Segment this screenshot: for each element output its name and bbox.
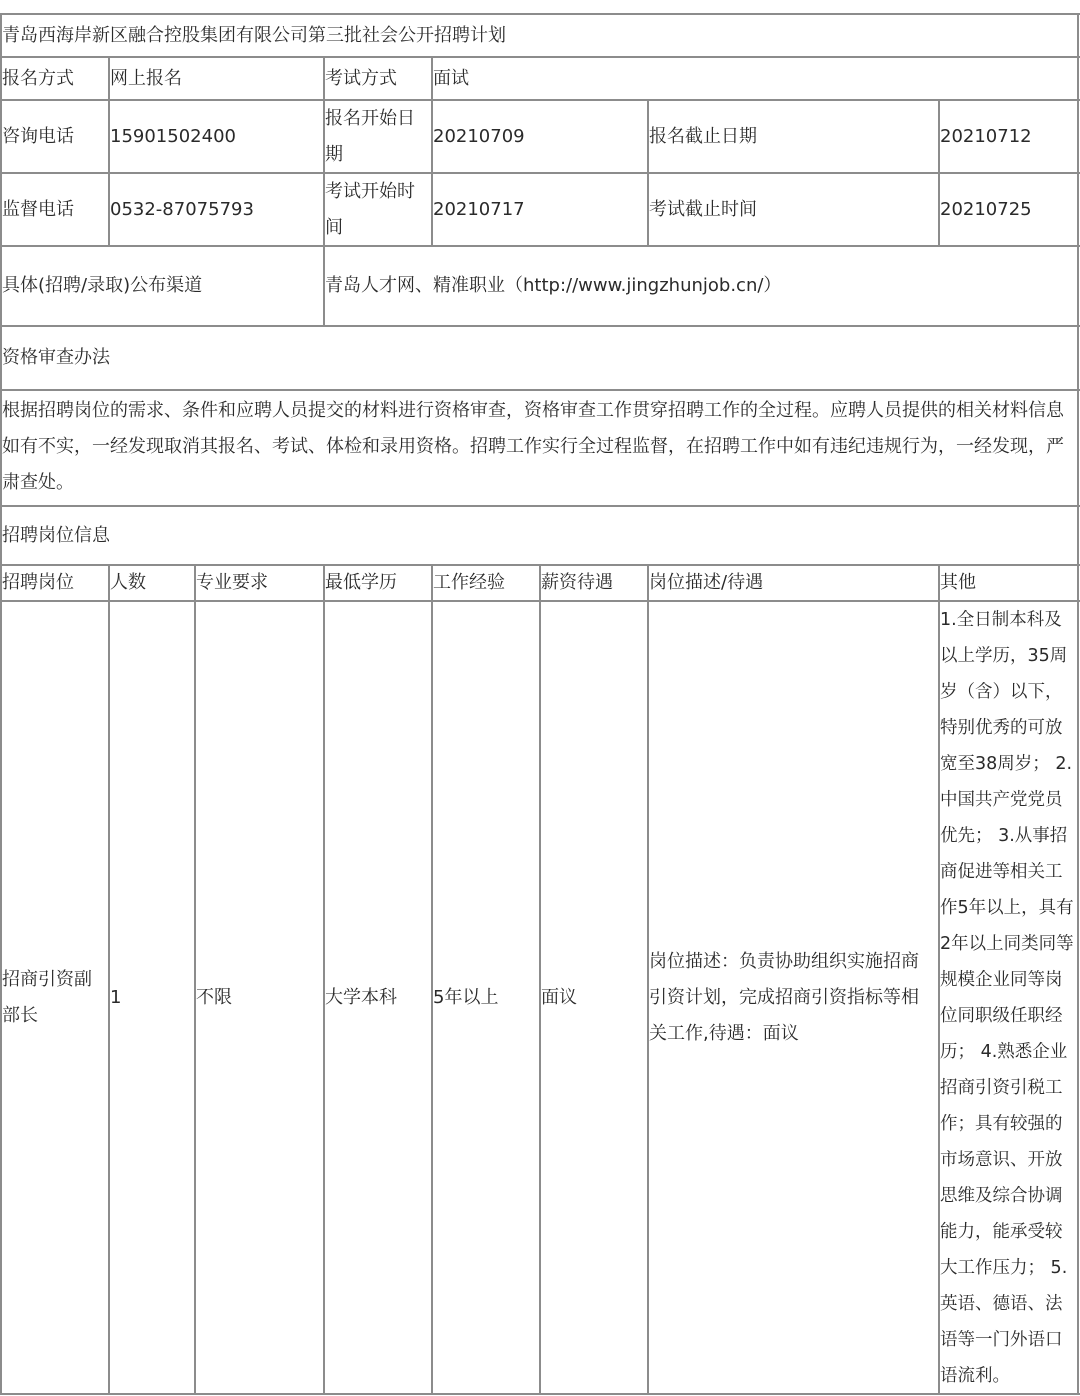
qualification-heading-cell bbox=[0, 327, 1077, 389]
table-cell-major bbox=[194, 602, 323, 1393]
column-header-label: 岗位描述/待遇 bbox=[649, 572, 764, 593]
channel-value: 青岛人才网、精准职业（http://www.jingzhunjob.cn/） bbox=[325, 275, 782, 296]
exam-method-label: 考试方式 bbox=[325, 67, 397, 89]
exam-start-label: 考试开始时间 bbox=[325, 180, 415, 238]
column-header-label: 招聘岗位 bbox=[2, 572, 74, 593]
column-header-label: 最低学历 bbox=[325, 572, 397, 593]
signup-method-label-cell bbox=[0, 58, 108, 99]
positions-heading-cell bbox=[0, 507, 1077, 564]
signup-method-label: 报名方式 bbox=[2, 67, 74, 89]
position-major: 不限 bbox=[196, 986, 232, 1008]
positions-heading: 招聘岗位信息 bbox=[2, 524, 110, 546]
position-description: 岗位描述：负责协助组织实施招商引资计划，完成招商引资指标等相关工作,待遇：面议 bbox=[649, 950, 919, 1044]
signup-end-label: 报名截止日期 bbox=[649, 125, 757, 147]
position-count: 1 bbox=[110, 986, 122, 1008]
qualification-heading: 资格审查办法 bbox=[2, 347, 110, 368]
column-header-label: 薪资待遇 bbox=[541, 572, 613, 593]
column-header-label: 工作经验 bbox=[433, 572, 505, 593]
exam-end-value: 20210725 bbox=[940, 198, 1032, 220]
column-header-label: 专业要求 bbox=[196, 572, 268, 593]
column-header bbox=[431, 566, 539, 600]
exam-method-value: 面试 bbox=[433, 67, 469, 89]
signup-method-value: 网上报名 bbox=[110, 67, 182, 89]
position-education: 大学本科 bbox=[325, 986, 397, 1008]
supervise-phone-label: 监督电话 bbox=[2, 198, 74, 220]
supervise-phone-value: 0532-87075793 bbox=[110, 198, 254, 220]
column-header bbox=[194, 566, 323, 600]
column-header bbox=[323, 566, 431, 600]
column-header-label: 人数 bbox=[110, 572, 146, 593]
qualification-body: 根据招聘岗位的需求、条件和应聘人员提交的材料进行资格审查，资格审查工作贯穿招聘工作的全过程。应聘人员提供的相关材料信息如有不实，一经发现取消其报名、考试、体检和录用资格。招聘工作实行全过程监督，在招聘工作中如有违纪违规行为，一经发现，严肃查处。 bbox=[2, 400, 1064, 493]
exam-end-label-cell bbox=[647, 174, 938, 245]
signup-end-label-cell bbox=[647, 101, 938, 172]
column-header bbox=[647, 566, 938, 600]
table-cell-other bbox=[938, 602, 1077, 1393]
position-experience: 5年以上 bbox=[433, 986, 499, 1008]
channel-label-cell bbox=[0, 247, 323, 325]
exam-end-value-cell bbox=[938, 174, 1077, 245]
position-name: 招商引资副部长 bbox=[2, 968, 92, 1026]
plan-title: 青岛西海岸新区融合控股集团有限公司第三批社会公开招聘计划 bbox=[2, 24, 506, 46]
table-cell-salary bbox=[539, 602, 647, 1393]
signup-end-value-cell bbox=[938, 101, 1077, 172]
consult-phone-value: 15901502400 bbox=[110, 125, 236, 147]
table-cell-experience bbox=[431, 602, 539, 1393]
column-header-label: 其他 bbox=[940, 572, 976, 593]
qualification-body-cell bbox=[0, 393, 1077, 505]
consult-phone-value-cell bbox=[108, 101, 323, 172]
column-header bbox=[539, 566, 647, 600]
channel-value-cell bbox=[323, 247, 1077, 325]
exam-method-value-cell bbox=[431, 58, 1077, 99]
column-header bbox=[0, 566, 108, 600]
table-cell-description bbox=[647, 602, 938, 1393]
column-header bbox=[938, 566, 1077, 600]
signup-method-value-cell bbox=[108, 58, 323, 99]
grid-line bbox=[0, 389, 1080, 391]
consult-phone-label-cell bbox=[0, 101, 108, 172]
exam-method-label-cell bbox=[323, 58, 431, 99]
signup-end-value: 20210712 bbox=[940, 125, 1032, 147]
signup-start-value-cell bbox=[431, 101, 647, 172]
supervise-phone-label-cell bbox=[0, 174, 108, 245]
column-header bbox=[108, 566, 194, 600]
consult-phone-label: 咨询电话 bbox=[2, 125, 74, 147]
channel-label: 具体(招聘/录取)公布渠道 bbox=[2, 275, 203, 296]
position-salary: 面议 bbox=[541, 986, 577, 1008]
exam-start-value: 20210717 bbox=[433, 198, 525, 220]
exam-start-label-cell bbox=[323, 174, 431, 245]
signup-start-label-cell bbox=[323, 101, 431, 172]
exam-end-label: 考试截止时间 bbox=[649, 198, 757, 220]
position-other: 1.全日制本科及以上学历，35周岁（含）以下，特别优秀的可放宽至38周岁； 2.中国共产党党员优先； 3.从事招商促进等相关工作5年以上，具有2年以上同类同等规模企业同等岗位同职级任职经历； 4.熟悉企业招商引资引税工作；具有较强的市场意识、开放思维及综合协调能力，能承受较大工作压力； 5.英语、德语、法语等一门外语口语流利。 bbox=[940, 610, 1074, 1386]
plan-title-cell bbox=[0, 15, 1077, 56]
table-cell-count bbox=[108, 602, 194, 1393]
table-cell-education bbox=[323, 602, 431, 1393]
signup-start-value: 20210709 bbox=[433, 125, 525, 147]
signup-start-label: 报名开始日期 bbox=[325, 107, 415, 165]
exam-start-value-cell bbox=[431, 174, 647, 245]
table-cell-position bbox=[0, 602, 108, 1393]
supervise-phone-value-cell bbox=[108, 174, 323, 245]
grid-line bbox=[1077, 13, 1079, 1395]
